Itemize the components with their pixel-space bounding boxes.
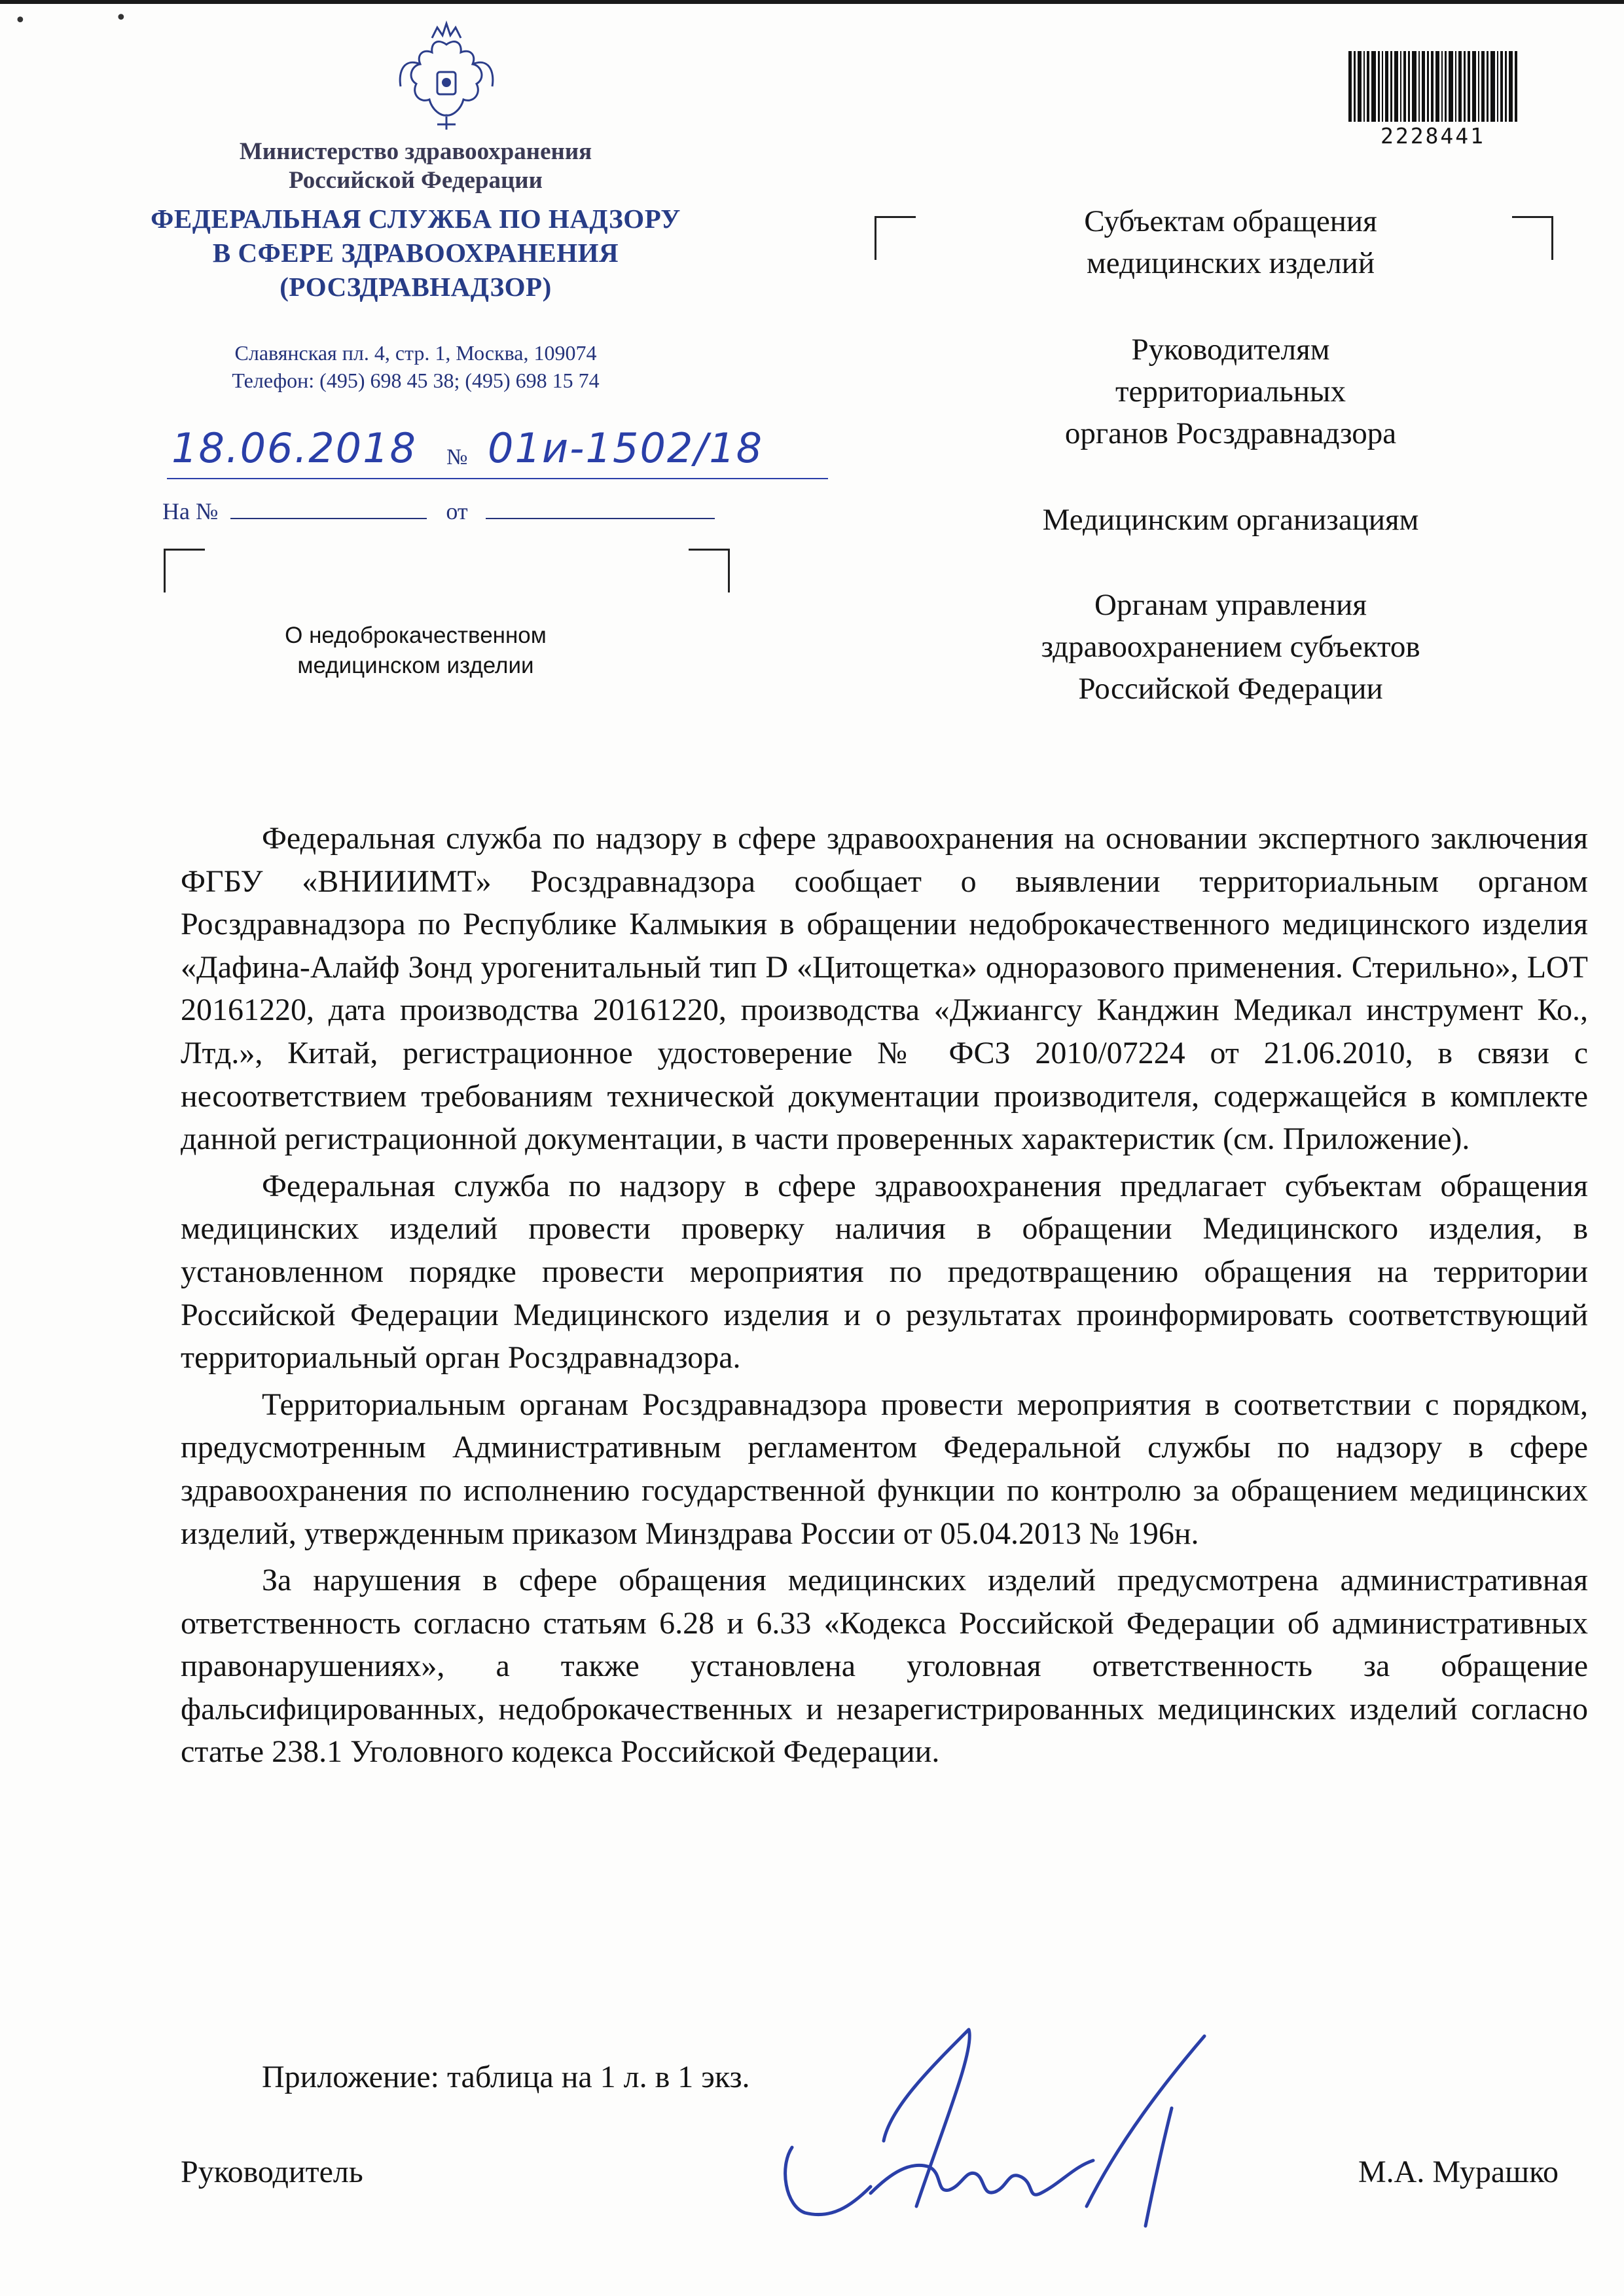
service-line: ФЕДЕРАЛЬНАЯ СЛУЖБА ПО НАДЗОРУ <box>151 204 681 234</box>
addressee-corner <box>875 216 916 260</box>
ministry-name <box>151 137 681 195</box>
subject-corner <box>689 549 730 592</box>
phone: Телефон: (495) 698 45 38; (495) 698 15 74 <box>232 369 600 392</box>
from-label: от <box>446 498 468 524</box>
ref-number-blank <box>230 498 427 519</box>
addressee-line: медицинских изделий <box>1086 246 1375 280</box>
registration-date: 18.06.2018 <box>171 424 417 472</box>
subject-line: О недоброкачественном <box>285 623 547 648</box>
letterhead-contacts <box>151 339 681 394</box>
service-name <box>118 202 713 304</box>
registration-number: 01и-1502/18 <box>488 424 764 472</box>
scan-top-edge <box>0 0 1624 4</box>
ministry-line: Российской Федерации <box>289 167 543 194</box>
subject-line: медицинском изделии <box>297 653 534 678</box>
scan-speck: • <box>14 9 26 32</box>
handwritten-signature-icon <box>779 2010 1263 2291</box>
subject-block <box>167 621 664 681</box>
scan-speck: • <box>115 7 127 29</box>
addressee-line: Медицинским организациям <box>1042 503 1419 537</box>
appendix-note: Приложение: таблица на 1 л. в 1 экз. <box>262 2060 750 2094</box>
body-paragraph: Федеральная служба по надзору в сфере здравоохранения предлагает субъектам обращения медицинских изделий провести проверку наличия в обращении Медицинского изделия, в установленном порядке провести мероприятия по предотвращению обращения на территории Российской Федерации Медицинского изделия и о результатах проинформировать соответствующий территориальный орган Росздравнадзора. <box>181 1168 1588 1376</box>
ref-label: На № <box>162 498 219 524</box>
addressee-block <box>916 584 1545 710</box>
addressee-block <box>916 200 1545 284</box>
body-paragraph: Территориальным органам Росздравнадзора провести мероприятия в соответствии с порядком, предусмотренным Административным регламентом Федеральной службы по надзору в сфере здравоохранения по исполнению государственной функции по контролю за обращением медицинских изделий, утвержденным приказом Минздрава России от 05.04.2013 № 196н. <box>181 1387 1588 1551</box>
double-headed-eagle-icon <box>391 18 501 135</box>
subject-corner <box>164 549 205 592</box>
service-line: В СФЕРЕ ЗДРАВООХРАНЕНИЯ <box>212 238 619 268</box>
addressee-line: Руководителям <box>1131 333 1330 367</box>
addressee-line: Органам управления <box>1094 588 1367 622</box>
addressee-block <box>916 329 1545 454</box>
signatory-name: М.А. Мурашко <box>1358 2155 1559 2189</box>
reference-line <box>162 498 715 525</box>
service-line: (РОСЗДРАВНАДЗОР) <box>280 272 552 302</box>
addressee-line: здравоохранением субъектов <box>1041 630 1420 664</box>
address: Славянская пл. 4, стр. 1, Москва, 109074 <box>234 341 597 365</box>
addressee-line: Российской Федерации <box>1078 672 1383 706</box>
barcode-number: 2228441 <box>1380 123 1486 149</box>
addressee-block <box>916 499 1545 541</box>
ministry-line: Министерство здравоохранения <box>239 138 592 165</box>
barcode-icon <box>1348 51 1517 122</box>
number-sign: № <box>446 445 468 469</box>
letter-body <box>181 817 1588 1777</box>
body-paragraph: Федеральная служба по надзору в сфере здравоохранения на основании экспертного заключения ФГБУ «ВНИИИМТ» Росздравнадзора сообщает о выявлении территориальным органом Росздравнадзора по Республике Калмыкия в обращении недоброкачественного медицинского изделия «Дафина-Алайф Зонд урогенитальный тип D «Цитощетка» одноразового применения. Стерильно», LOT 20161220, дата производства 20161220, производства «Джиангсу Канджин Медикал инструмент Ко., Лтд.», Китай, регистрационное удостоверение № ФСЗ 2010/07224 от 21.06.2010, в связи с несоответствием требованиям технической документации производителя, содержащейся в комплекте данной регистрационной документации, в части проверенных характеристик (см. Приложение). <box>181 821 1588 1157</box>
body-paragraph: За нарушения в сфере обращения медицинских изделий предусмотрена административная ответственность согласно статьям 6.28 и 6.33 «Кодекса Российской Федерации об административных правонарушениях», а также установлена уголовная ответственность за обращение фальсифицированных, недоброкачественных и незарегистрированных медицинских изделий согласно статье 238.1 Уголовного кодекса Российской Федерации. <box>181 1563 1588 1770</box>
ref-date-blank <box>486 498 715 519</box>
signatory-title: Руководитель <box>181 2155 363 2189</box>
addressee-line: Субъектам обращения <box>1084 204 1377 238</box>
addressee-line: органов Росздравнадзора <box>1064 416 1397 450</box>
registration-underline <box>167 478 828 479</box>
addressee-line: территориальных <box>1115 374 1346 409</box>
